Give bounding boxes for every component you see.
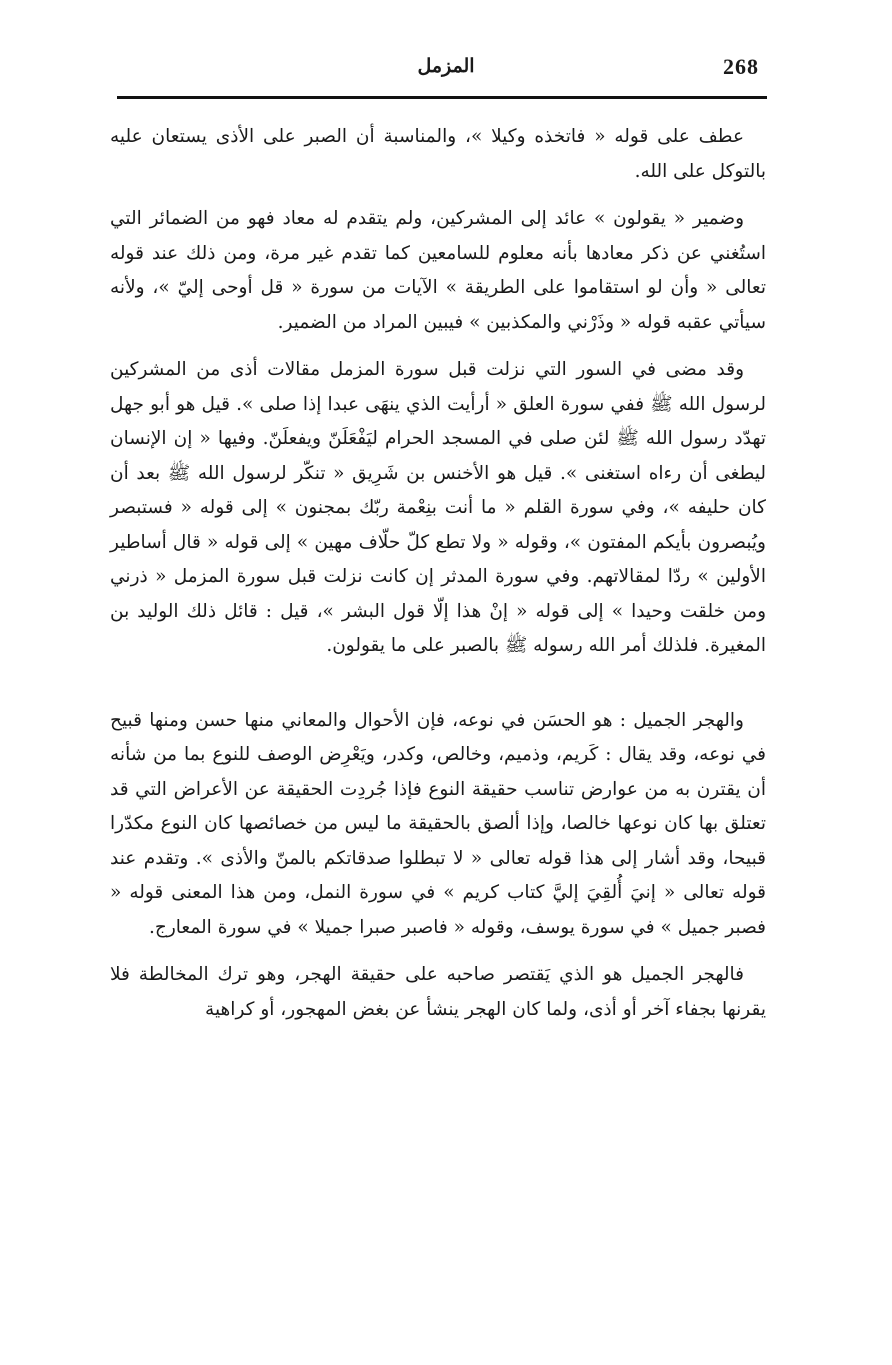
header-divider (117, 96, 767, 99)
paragraph-5: فالهجر الجميل هو الذي يَقتصر صاحبه على حقيقة الهجر، وهو ترك المخالطة فلا يقرنها بجفاء آخر أو أذى، ولما كان الهجر ينشأ عن بغض المهجور، أو كراهية (110, 964, 766, 1020)
page-number: 268 (723, 54, 759, 79)
paragraph-4: والهجر الجميل : هو الحسَن في نوعه، فإن الأحوال والمعاني منها حسن ومنها قبيح في نوعه، وقد يقال : كَريم، وذميم، وخالص، وكدر، ويَعْرِض الوصف للنوع بما من شأنه أن يقترن به من عوارض تناسب حقيقة النوع فإذا جُردِت الحقيقة عن الأعراض التي قد تعتلق بها كان نوعها خالصا، وإذا ألصق بالحقيقة ما ليس من خصائصها كان النوع مكدّرا قبيحا، وقد أشار إلى هذا قوله تعالى « لا تبطلوا صدقاتكم بالمنّ والأذى ». وتقدم عند قوله تعالى « إنيَ أُلقِيَ إليَّ كتاب كريم » في سورة النمل، ومن هذا المعنى قوله « فصبر جميل » في سورة يوسف، وقوله « فاصبر صبرا جميلا » في سورة المعارج. (110, 709, 766, 938)
paragraph-3: وقد مضى في السور التي نزلت قبل سورة المزمل مقالات أذى من المشركين لرسول الله ﷺ ففي سورة العلق « أرأيت الذي ينهَى عبدا إذا صلى ». قيل هو أبو جهل تهدّد رسول الله ﷺ لئن صلى في المسجد الحرام ليَفْعَلَنّ ويفعلَنّ. وفيها « إن الإنسان ليطغى أن رءاه استغنى ». قيل هو الأخنس بن شَرِيق « تنكّر لرسول الله ﷺ بعد أن كان حليفه »، وفي سورة القلم « ما أنت بنِعْمة ربّك بمجنون » إلى قوله « فستبصر ويُبصرون بأيكم المفتون »، وقوله « ولا تطع كلّ حلّاف مهين » إلى قوله « قال أساطير الأولين » ردّا لمقالاتهم. وفي سورة المدثر إن كانت نزلت قبل سورة المزمل « ذرني ومن خلقت وحيدا » إلى قوله « إنْ هذا إلّا قول البشر »، قيل : قائل ذلك الوليد بن المغيرة. فلذلك أمر الله رسوله ﷺ بالصبر على ما يقولون. (110, 359, 767, 656)
paragraph-2: وضمير « يقولون » عائد إلى المشركين، ولم يتقدم له معاد فهو من الضمائر التي استُغني عن ذكر معادها بأنه معلوم للسامعين كما تقدم غير مرة، ومن ذلك عند قوله تعالى « وأن لو استقاموا على الطريقة » الآيات من سورة « قل أوحى إليّ »، ولأنه سيأتي عقبه قوله « وذَرْني والمكذبين » فيبين المراد من الضمير. (110, 208, 766, 333)
page-body (110, 120, 766, 1027)
paragraph-1: عطف على قوله « فاتخذه وكيلا »، والمناسبة أن الصبر على الأذى يستعان عليه بالتوكل على الله. (110, 126, 766, 182)
running-header-title: المزمل (417, 55, 475, 77)
